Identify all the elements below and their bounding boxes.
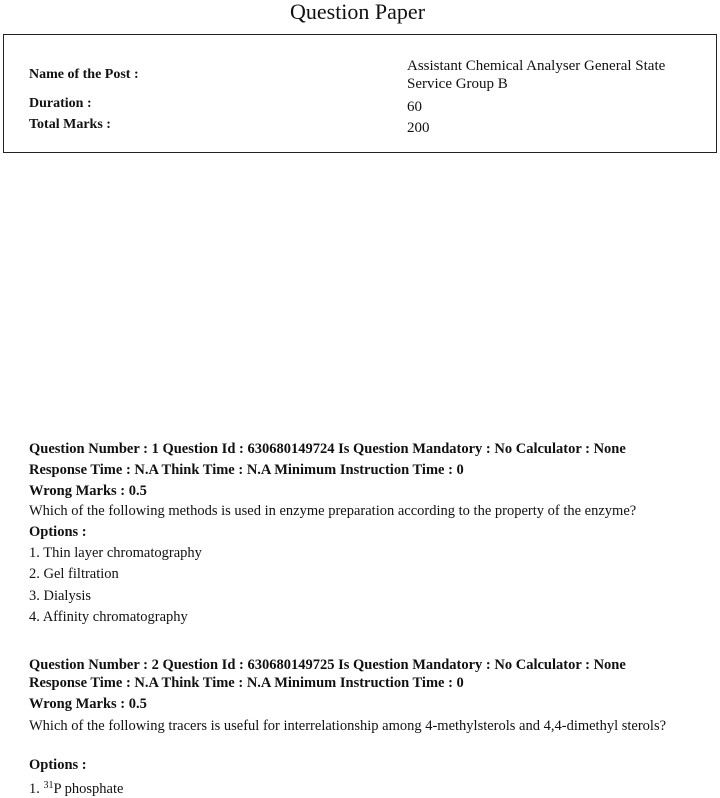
post-value: Assistant Chemical Analyser General State Service Group B [407, 58, 666, 92]
question-1-options-label: Options : [29, 524, 87, 540]
total-marks-value: 200 [407, 120, 430, 136]
question-2-header: Question Number : 2 Question Id : 630680149725 Is Question Mandatory : No Calculator : None [29, 657, 626, 673]
page-title: Question Paper [289, 0, 426, 24]
question-1-header: Question Number : 1 Question Id : 630680149724 Is Question Mandatory : No Calculator : None [29, 441, 626, 457]
question-2-wrong-marks: Wrong Marks : 0.5 [29, 696, 147, 712]
duration-label: Duration : [29, 96, 92, 111]
question-1-text: Which of the following methods is used in enzyme preparation according to the property of the enzyme? [29, 503, 637, 519]
question-1-option-1: 1. Thin layer chromatography [29, 545, 202, 561]
question-1-option-3: 3. Dialysis [29, 588, 92, 604]
post-label: Name of the Post : [29, 67, 139, 82]
duration-value: 60 [407, 99, 422, 115]
question-2-text: Which of the following tracers is useful for interrelationship among 4-methylsterols and 4,4-dimethyl sterols? [29, 718, 667, 734]
question-2-option-1-isotope: 31 [43, 780, 54, 791]
question-2-option-1-prefix: 1. [29, 781, 44, 797]
post-info-box [3, 34, 717, 153]
question-2-timing: Response Time : N.A Think Time : N.A Minimum Instruction Time : 0 [29, 675, 464, 691]
question-1-timing: Response Time : N.A Think Time : N.A Minimum Instruction Time : 0 [29, 462, 464, 478]
question-1-wrong-marks: Wrong Marks : 0.5 [29, 483, 147, 499]
question-2-option-1 [29, 780, 123, 798]
question-1-option-4: 4. Affinity chromatography [29, 609, 188, 625]
question-2-option-1-text: P phosphate [53, 781, 124, 797]
total-marks-label: Total Marks : [29, 117, 111, 132]
question-2-options-label: Options : [29, 757, 87, 773]
question-1-option-2: 2. Gel filtration [29, 566, 119, 582]
